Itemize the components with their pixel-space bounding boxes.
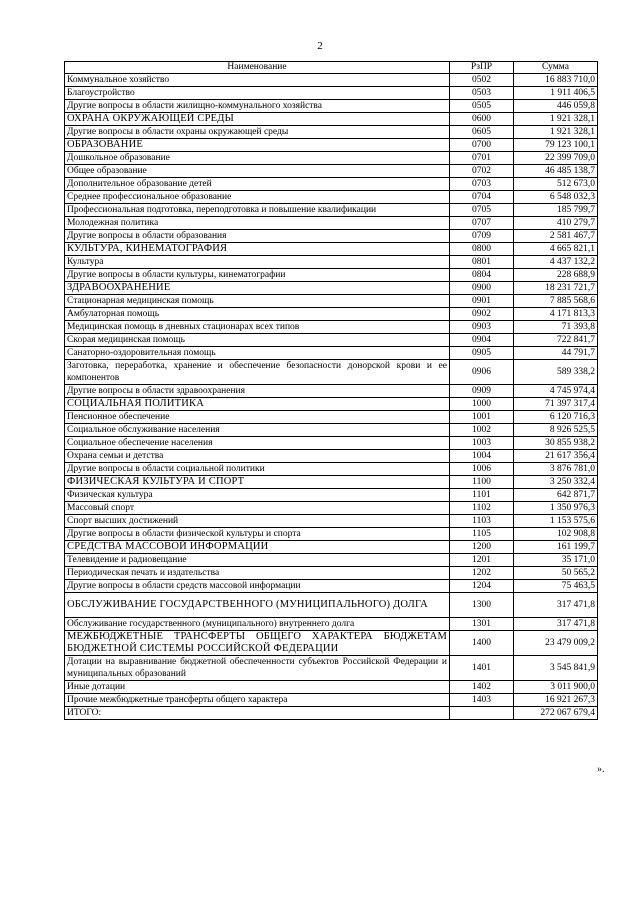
row-name-cell: ОХРАНА ОКРУЖАЮЩЕЙ СРЕДЫ <box>65 113 450 126</box>
row-name-cell: Другие вопросы в области средств массовой информации <box>65 580 450 593</box>
row-sum-cell: 317 471,8 <box>514 618 598 631</box>
row-code-cell: 0705 <box>450 204 514 217</box>
table-row <box>65 282 598 295</box>
row-code-cell: 0605 <box>450 126 514 139</box>
row-sum-cell: 50 565,2 <box>514 567 598 580</box>
table-row <box>65 87 598 100</box>
table-row <box>65 463 598 476</box>
table-row <box>65 100 598 113</box>
table-row <box>65 489 598 502</box>
row-code-cell: 0901 <box>450 295 514 308</box>
row-sum-cell: 1 921 328,1 <box>514 113 598 126</box>
row-name-cell: Другие вопросы в области охраны окружающей среды <box>65 126 450 139</box>
row-code-cell: 1402 <box>450 681 514 694</box>
row-sum-cell: 3 545 841,9 <box>514 656 598 681</box>
row-code-cell: 0703 <box>450 178 514 191</box>
row-sum-cell: 4 745 974,4 <box>514 385 598 398</box>
table-row <box>65 165 598 178</box>
row-name-cell: Пенсионное обеспечение <box>65 411 450 424</box>
table-row <box>65 528 598 541</box>
table-row <box>65 152 598 165</box>
row-code-cell: 0903 <box>450 321 514 334</box>
table-row <box>65 126 598 139</box>
table-row <box>65 656 598 681</box>
row-code-cell: 1105 <box>450 528 514 541</box>
row-sum-cell: 18 231 721,7 <box>514 282 598 295</box>
table-row <box>65 178 598 191</box>
row-name-cell: СРЕДСТВА МАССОВОЙ ИНФОРМАЦИИ <box>65 541 450 554</box>
column-header-sum: Сумма <box>514 62 598 74</box>
row-code-cell: 1401 <box>450 656 514 681</box>
row-name-cell: ЗДРАВООХРАНЕНИЕ <box>65 282 450 295</box>
row-sum-cell: 4 171 813,3 <box>514 308 598 321</box>
row-code-cell: 0902 <box>450 308 514 321</box>
table-row <box>65 424 598 437</box>
row-sum-cell: 228 688,9 <box>514 269 598 282</box>
row-sum-cell: 272 067 679,4 <box>514 707 598 720</box>
row-sum-cell: 2 581 467,7 <box>514 230 598 243</box>
row-code-cell: 0502 <box>450 74 514 87</box>
table-row <box>65 334 598 347</box>
row-sum-cell: 3 250 332,4 <box>514 476 598 489</box>
row-code-cell: 1000 <box>450 398 514 411</box>
row-code-cell: 1202 <box>450 567 514 580</box>
row-sum-cell: 3 011 900,0 <box>514 681 598 694</box>
table-row <box>65 502 598 515</box>
row-name-cell: Социальное обслуживание населения <box>65 424 450 437</box>
row-code-cell: 1001 <box>450 411 514 424</box>
row-sum-cell: 3 876 781,0 <box>514 463 598 476</box>
row-name-cell: Социальное обеспечение населения <box>65 437 450 450</box>
row-code-cell: 1301 <box>450 618 514 631</box>
row-name-cell: Физическая культура <box>65 489 450 502</box>
row-sum-cell: 722 841,7 <box>514 334 598 347</box>
table-row <box>65 243 598 256</box>
row-name-cell: Телевидение и радиовещание <box>65 554 450 567</box>
table-row <box>65 308 598 321</box>
table-row <box>65 515 598 528</box>
row-sum-cell: 185 799,7 <box>514 204 598 217</box>
row-code-cell: 0709 <box>450 230 514 243</box>
table-row <box>65 450 598 463</box>
row-name-cell: Другие вопросы в области образования <box>65 230 450 243</box>
table-header-row <box>65 62 598 74</box>
table-row <box>65 681 598 694</box>
table-row <box>65 707 598 720</box>
row-name-cell: Профессиональная подготовка, переподготовка и повышение квалификации <box>65 204 450 217</box>
row-sum-cell: 71 393,8 <box>514 321 598 334</box>
row-sum-cell: 446 059,8 <box>514 100 598 113</box>
row-name-cell: Общее образование <box>65 165 450 178</box>
row-name-cell: Коммунальное хозяйство <box>65 74 450 87</box>
row-name-cell: Массовый спорт <box>65 502 450 515</box>
row-sum-cell: 6 548 032,3 <box>514 191 598 204</box>
row-name-cell: Другие вопросы в области здравоохранения <box>65 385 450 398</box>
row-sum-cell: 1 350 976,3 <box>514 502 598 515</box>
row-sum-cell: 6 120 716,3 <box>514 411 598 424</box>
row-code-cell: 0804 <box>450 269 514 282</box>
table-row <box>65 74 598 87</box>
table-row <box>65 593 598 618</box>
row-code-cell: 1102 <box>450 502 514 515</box>
row-sum-cell: 161 199,7 <box>514 541 598 554</box>
row-code-cell: 0904 <box>450 334 514 347</box>
row-sum-cell: 410 279,7 <box>514 217 598 230</box>
row-name-cell: Спорт высших достижений <box>65 515 450 528</box>
row-code-cell: 0700 <box>450 139 514 152</box>
row-sum-cell: 16 883 710,0 <box>514 74 598 87</box>
row-sum-cell: 589 338,2 <box>514 360 598 385</box>
budget-table <box>64 61 598 720</box>
row-code-cell: 1101 <box>450 489 514 502</box>
table-row <box>65 554 598 567</box>
row-name-cell: Благоустройство <box>65 87 450 100</box>
table-row <box>65 256 598 269</box>
row-name-cell: Охрана семьи и детства <box>65 450 450 463</box>
row-code-cell: 1204 <box>450 580 514 593</box>
row-sum-cell: 21 617 356,4 <box>514 450 598 463</box>
row-name-cell: Прочие межбюджетные трансферты общего характера <box>65 694 450 707</box>
row-name-cell: Дошкольное образование <box>65 152 450 165</box>
row-code-cell: 0707 <box>450 217 514 230</box>
row-name-cell: ФИЗИЧЕСКАЯ КУЛЬТУРА И СПОРТ <box>65 476 450 489</box>
row-sum-cell: 512 673,0 <box>514 178 598 191</box>
row-sum-cell: 1 153 575,6 <box>514 515 598 528</box>
table-row <box>65 269 598 282</box>
row-name-cell: Скорая медицинская помощь <box>65 334 450 347</box>
row-sum-cell: 30 855 938,2 <box>514 437 598 450</box>
row-code-cell: 1400 <box>450 631 514 656</box>
row-code-cell: 0801 <box>450 256 514 269</box>
row-name-cell: Заготовка, переработка, хранение и обеспечение безопасности донорской крови и ее компонентов <box>65 360 450 385</box>
page-number: 2 <box>317 40 323 52</box>
table-row <box>65 631 598 656</box>
row-name-cell: Обслуживание государственного (муниципального) внутреннего долга <box>65 618 450 631</box>
row-sum-cell: 4 665 821,1 <box>514 243 598 256</box>
column-header-code: РзПР <box>450 62 514 74</box>
row-name-cell: Культура <box>65 256 450 269</box>
row-code-cell: 1006 <box>450 463 514 476</box>
column-header-name: Наименование <box>65 62 450 74</box>
row-name-cell: Периодическая печать и издательства <box>65 567 450 580</box>
table-row <box>65 321 598 334</box>
row-name-cell: МЕЖБЮДЖЕТНЫЕ ТРАНСФЕРТЫ ОБЩЕГО ХАРАКТЕРА БЮДЖЕТАМ БЮДЖЕТНОЙ СИСТЕМЫ РОССИЙСКОЙ ФЕДЕРАЦИИ <box>65 631 450 656</box>
row-name-cell: Медицинская помощь в дневных стационарах всех типов <box>65 321 450 334</box>
row-code-cell: 0702 <box>450 165 514 178</box>
row-code-cell: 0900 <box>450 282 514 295</box>
table-row <box>65 541 598 554</box>
row-name-cell: ОБСЛУЖИВАНИЕ ГОСУДАРСТВЕННОГО (МУНИЦИПАЛЬНОГО) ДОЛГА <box>65 593 450 618</box>
row-sum-cell: 75 463,5 <box>514 580 598 593</box>
row-sum-cell: 4 437 132,2 <box>514 256 598 269</box>
row-name-cell: Дополнительное образование детей <box>65 178 450 191</box>
table-row <box>65 567 598 580</box>
row-name-cell: ОБРАЗОВАНИЕ <box>65 139 450 152</box>
row-name-cell: СОЦИАЛЬНАЯ ПОЛИТИКА <box>65 398 450 411</box>
row-code-cell: 1003 <box>450 437 514 450</box>
row-code-cell: 0800 <box>450 243 514 256</box>
row-name-cell: Среднее профессиональное образование <box>65 191 450 204</box>
table-row <box>65 204 598 217</box>
row-code-cell: 0505 <box>450 100 514 113</box>
table-row <box>65 694 598 707</box>
table-row <box>65 385 598 398</box>
row-name-cell: Дотации на выравнивание бюджетной обеспеченности субъектов Российской Федерации и муниципальных образований <box>65 656 450 681</box>
table-row <box>65 113 598 126</box>
row-code-cell: 0704 <box>450 191 514 204</box>
row-sum-cell: 642 871,7 <box>514 489 598 502</box>
row-code-cell: 1100 <box>450 476 514 489</box>
row-sum-cell: 35 171,0 <box>514 554 598 567</box>
row-sum-cell: 1 911 406,5 <box>514 87 598 100</box>
row-code-cell: 1300 <box>450 593 514 618</box>
row-code-cell: 0701 <box>450 152 514 165</box>
table-row <box>65 411 598 424</box>
table-row <box>65 295 598 308</box>
row-code-cell: 0906 <box>450 360 514 385</box>
table-row <box>65 191 598 204</box>
row-code-cell: 0503 <box>450 87 514 100</box>
closing-mark: ». <box>597 764 605 775</box>
row-name-cell: Другие вопросы в области социальной политики <box>65 463 450 476</box>
row-code-cell: 1002 <box>450 424 514 437</box>
table-row <box>65 437 598 450</box>
table-row <box>65 398 598 411</box>
row-sum-cell: 79 123 100,1 <box>514 139 598 152</box>
row-code-cell: 0905 <box>450 347 514 360</box>
row-sum-cell: 8 926 525,5 <box>514 424 598 437</box>
table-row <box>65 618 598 631</box>
row-code-cell: 1103 <box>450 515 514 528</box>
row-code-cell <box>450 707 514 720</box>
row-name-cell: Санаторно-оздоровительная помощь <box>65 347 450 360</box>
table-row <box>65 230 598 243</box>
row-sum-cell: 71 397 317,4 <box>514 398 598 411</box>
row-sum-cell: 46 485 138,7 <box>514 165 598 178</box>
row-code-cell: 1200 <box>450 541 514 554</box>
row-code-cell: 1403 <box>450 694 514 707</box>
row-code-cell: 1004 <box>450 450 514 463</box>
row-name-cell: Другие вопросы в области жилищно-коммунального хозяйства <box>65 100 450 113</box>
row-name-cell: Иные дотации <box>65 681 450 694</box>
row-sum-cell: 22 399 709,0 <box>514 152 598 165</box>
row-name-cell: КУЛЬТУРА, КИНЕМАТОГРАФИЯ <box>65 243 450 256</box>
row-name-cell: Другие вопросы в области физической культуры и спорта <box>65 528 450 541</box>
row-name-cell: Стационарная медицинская помощь <box>65 295 450 308</box>
row-name-cell: Молодежная политика <box>65 217 450 230</box>
row-name-cell: Другие вопросы в области культуры, кинематографии <box>65 269 450 282</box>
row-name-cell: ИТОГО: <box>65 707 450 720</box>
row-sum-cell: 1 921 328,1 <box>514 126 598 139</box>
row-code-cell: 1201 <box>450 554 514 567</box>
row-sum-cell: 16 921 267,3 <box>514 694 598 707</box>
row-code-cell: 0909 <box>450 385 514 398</box>
table-row <box>65 347 598 360</box>
table-body <box>65 74 598 720</box>
table-row <box>65 360 598 385</box>
row-name-cell: Амбулаторная помощь <box>65 308 450 321</box>
table-row <box>65 139 598 152</box>
table-row <box>65 217 598 230</box>
row-sum-cell: 23 479 009,2 <box>514 631 598 656</box>
row-sum-cell: 317 471,8 <box>514 593 598 618</box>
row-sum-cell: 102 908,8 <box>514 528 598 541</box>
table-row <box>65 580 598 593</box>
row-code-cell: 0600 <box>450 113 514 126</box>
row-sum-cell: 7 885 568,6 <box>514 295 598 308</box>
row-sum-cell: 44 791,7 <box>514 347 598 360</box>
table-row <box>65 476 598 489</box>
